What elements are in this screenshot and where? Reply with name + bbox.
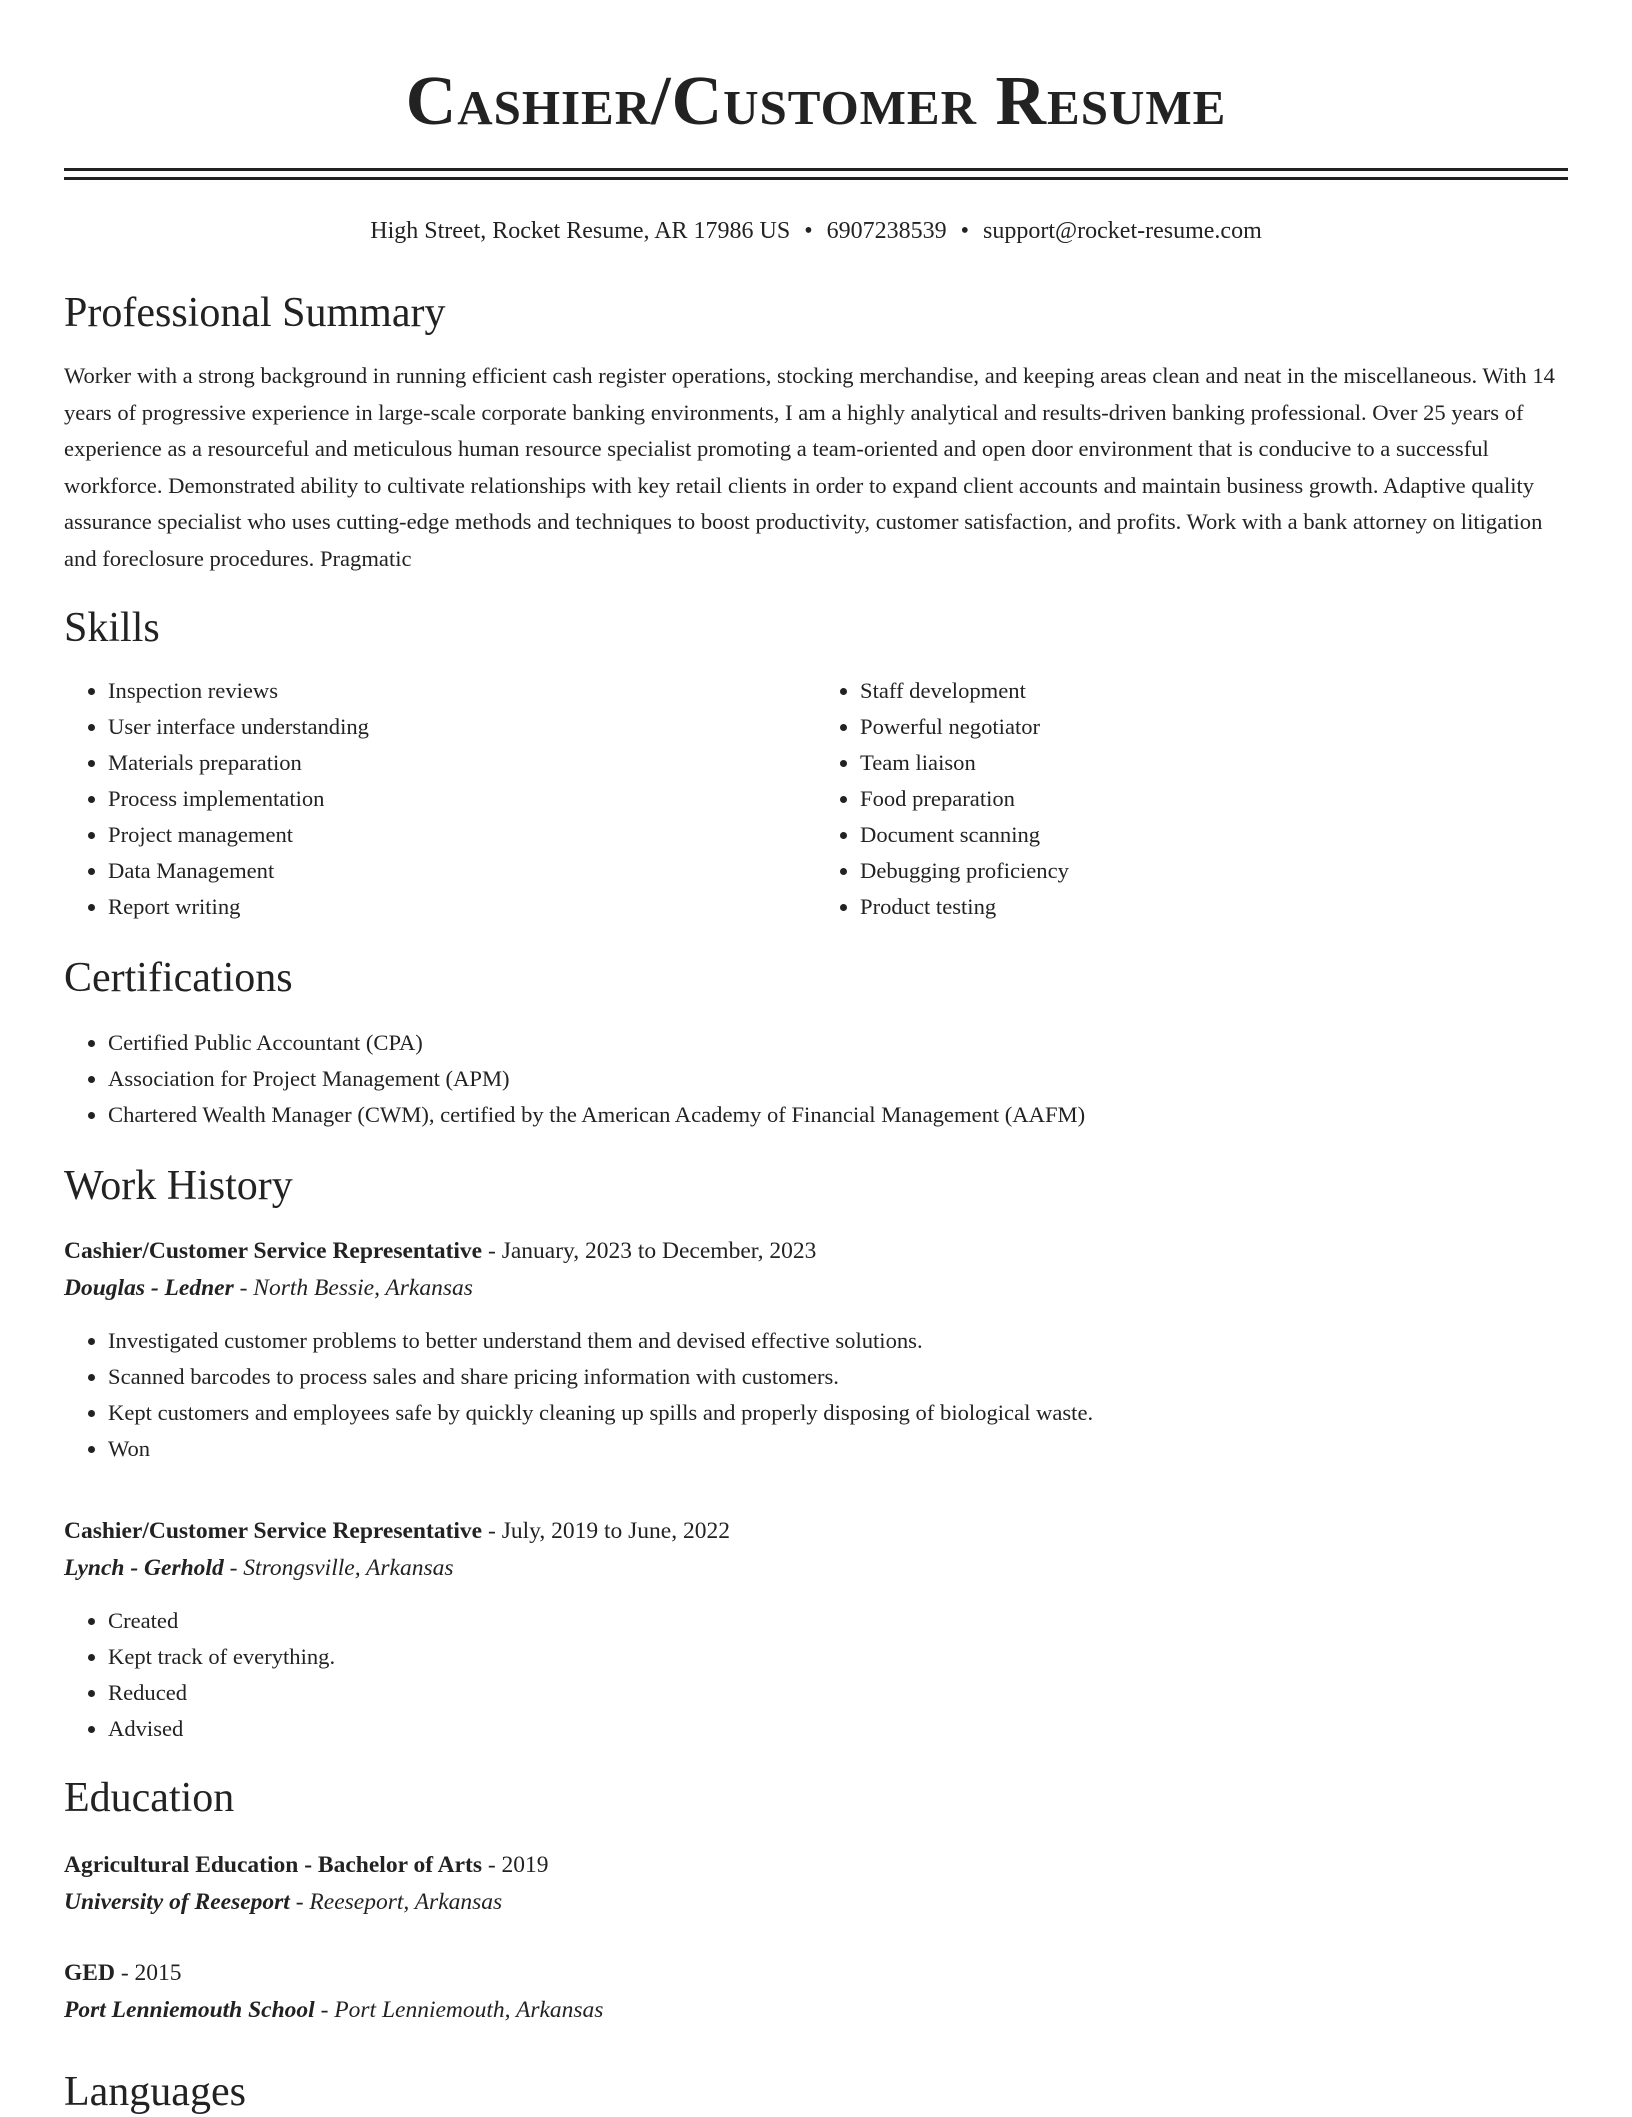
job-bullet: • Won — [108, 1431, 1568, 1467]
languages-heading: Languages — [64, 2069, 246, 2115]
job-entry — [64, 1233, 1568, 1467]
certifications-heading: Certifications — [64, 955, 293, 1001]
contact-email: support@rocket-resume.com — [983, 218, 1262, 244]
job-title-line — [64, 1233, 1568, 1269]
certification-item: • Certified Public Accountant (CPA) — [108, 1025, 1568, 1061]
skill-item: • Inspection reviews — [108, 673, 816, 709]
skill-item: • Document scanning — [860, 817, 1568, 853]
job-bullet: • Investigated customer problems to better understand them and devised effective solutions. — [108, 1323, 1568, 1359]
title-divider-top — [64, 168, 1568, 171]
school-location: - Port Lenniemouth, Arkansas — [314, 1997, 604, 2023]
skills-list-left — [64, 673, 816, 925]
job-company-line — [64, 1549, 1568, 1587]
skill-item: • Materials preparation — [108, 745, 816, 781]
certification-item: • Chartered Wealth Manager (CWM), certified by the American Academy of Financial Management (AAFM) — [108, 1097, 1568, 1133]
certification-item: • Association for Project Management (APM) — [108, 1061, 1568, 1097]
skill-item: • Product testing — [860, 889, 1568, 925]
certifications-list — [64, 1025, 1568, 1133]
summary-heading: Professional Summary — [64, 290, 446, 336]
education-entry — [64, 1847, 1568, 1921]
contact-separator: • — [804, 218, 813, 244]
job-entry — [64, 1513, 1568, 1747]
degree: Agricultural Education - Bachelor of Arts — [64, 1852, 482, 1878]
job-dates: - July, 2019 to June, 2022 — [482, 1518, 730, 1544]
skills-list-right — [816, 673, 1568, 925]
school-line — [64, 1991, 1568, 2029]
job-title: Cashier/Customer Service Representative — [64, 1238, 483, 1264]
job-bullet: • Kept customers and employees safe by quickly cleaning up spills and properly disposing of biological waste. — [108, 1395, 1568, 1431]
education-heading: Education — [64, 1775, 235, 1821]
skill-item: • Food preparation — [860, 781, 1568, 817]
skill-item: • Powerful negotiator — [860, 709, 1568, 745]
degree-year: - 2015 — [114, 1960, 182, 1986]
school: Port Lenniemouth School — [64, 1997, 315, 2023]
contact-separator: • — [960, 218, 970, 244]
summary-text: Worker with a strong background in running efficient cash register operations, stocking merchandise, and keeping areas clean and neat in the miscellaneous. With 14 years of progressive experience in large-scale corporate banking environments, I am a highly analytical and results-driven banking professional. Over 25 years of experience as a resourceful and meticulous human resource specialist promoting a team-oriented and open door environment that is conducive to a successful workforce. Demonstrated ability to cultivate relationships with key retail clients in order to expand client accounts and maintain business growth. Adaptive quality assurance specialist who uses cutting-edge methods and techniques to boost productivity, customer satisfaction, and profits. Work with a bank attorney on litigation and foreclosure procedures. Pragmatic — [64, 363, 1555, 571]
contact-line — [64, 216, 1568, 246]
degree: GED — [64, 1960, 115, 1986]
skill-item: • Report writing — [108, 889, 816, 925]
job-company: Douglas - Ledner — [64, 1275, 234, 1301]
school-line — [64, 1883, 1568, 1921]
job-bullets — [64, 1323, 1568, 1467]
degree-line — [64, 1955, 1568, 1991]
school: University of Reeseport — [64, 1889, 290, 1915]
resume-title: Cashier/Customer Resume — [405, 63, 1227, 140]
contact-phone: 6907238539 — [826, 218, 947, 244]
job-bullet: • Kept track of everything. — [108, 1639, 1568, 1675]
title-divider-bottom — [64, 177, 1568, 180]
skills-heading: Skills — [64, 605, 160, 651]
skill-item: • Team liaison — [860, 745, 1568, 781]
job-bullets — [64, 1603, 1568, 1747]
job-title: Cashier/Customer Service Representative — [64, 1518, 483, 1544]
degree-line — [64, 1847, 1568, 1883]
job-company-line — [64, 1269, 1568, 1307]
skill-item: • Staff development — [860, 673, 1568, 709]
job-company: Lynch - Gerhold — [64, 1555, 224, 1581]
skill-item: • Debugging proficiency — [860, 853, 1568, 889]
education-entry — [64, 1955, 1568, 2029]
job-bullet: • Reduced — [108, 1675, 1568, 1711]
job-location: - North Bessie, Arkansas — [233, 1275, 473, 1301]
job-dates: - January, 2023 to December, 2023 — [482, 1238, 817, 1264]
job-location: - Strongsville, Arkansas — [223, 1555, 454, 1581]
contact-address: High Street, Rocket Resume, AR 17986 US — [370, 218, 791, 244]
degree-year: - 2019 — [481, 1852, 549, 1878]
skill-item: • Process implementation — [108, 781, 816, 817]
job-bullet: • Created — [108, 1603, 1568, 1639]
skills-columns — [64, 673, 1568, 925]
school-location: - Reeseport, Arkansas — [289, 1889, 503, 1915]
skill-item: • Data Management — [108, 853, 816, 889]
skill-item: • Project management — [108, 817, 816, 853]
skill-item: • User interface understanding — [108, 709, 816, 745]
work-history-heading: Work History — [64, 1163, 293, 1209]
job-bullet: • Scanned barcodes to process sales and share pricing information with customers. — [108, 1359, 1568, 1395]
job-title-line — [64, 1513, 1568, 1549]
job-bullet: • Advised — [108, 1711, 1568, 1747]
